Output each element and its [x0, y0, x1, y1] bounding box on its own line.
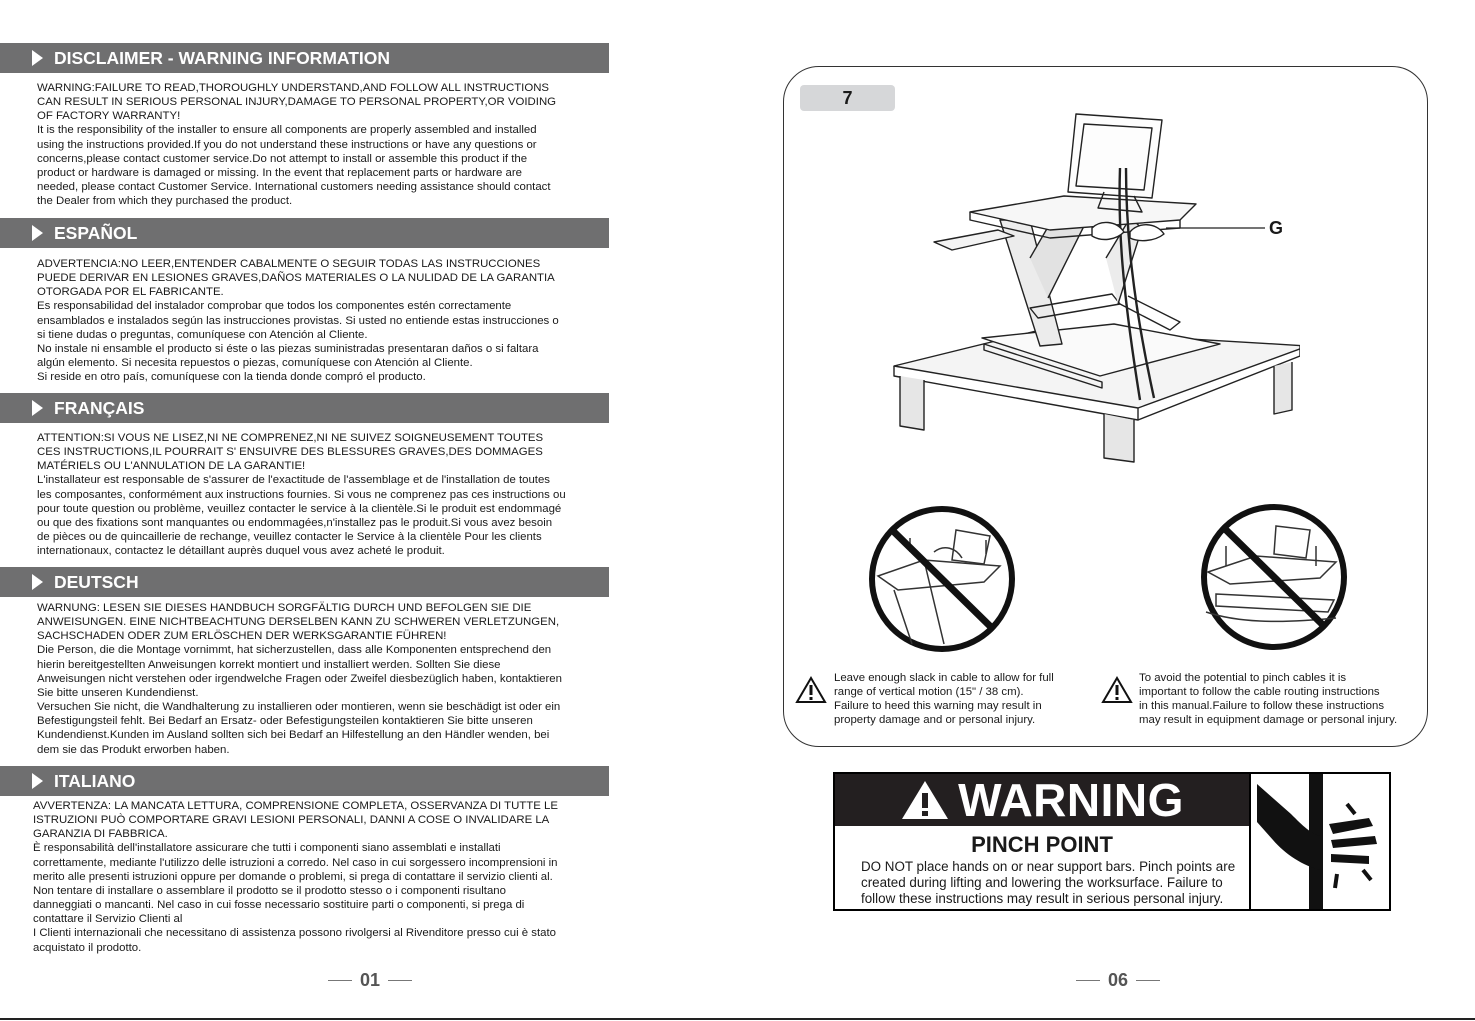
warning-triangle-icon	[795, 676, 827, 704]
text-line: È responsabilità dell'installatore assicurare che tutti i componenti siano assemblati e installati	[33, 842, 501, 855]
text-line: Si reside en otro país, comuníquese con la tienda donde compró el producto.	[37, 371, 426, 384]
text-line: To avoid the potential to pinch cables it is	[1139, 672, 1347, 684]
section-body-espanol	[37, 257, 609, 384]
text-line: pour toute question ou problème, veuillez contacter le service à la clientèle.Si le produit est endommagé	[37, 502, 562, 515]
text-line: Failure to heed this warning may result in	[834, 700, 1042, 713]
text-line: It is the responsibility of the installer to ensure all components are properly assembled and installed	[37, 124, 537, 137]
section-header-italiano	[0, 766, 609, 796]
text-line: Es responsabilidad del instalador comprobar que todos los componentes estén correctamente	[37, 300, 512, 313]
text-line: PUEDE DERIVAR EN LESIONES GRAVES,DAÑOS MATERIALES O LA NULIDAD DE LA GARANTIA	[37, 272, 555, 285]
section-title: DISCLAIMER - WARNING INFORMATION	[54, 47, 391, 68]
text-line: product or hardware is damaged or missing. In the event that replacement parts or hardware are	[37, 166, 522, 179]
text-line: needed, please contact Customer Service. International customers needing assistance should contact	[37, 181, 551, 194]
text-line: Sie bitte unseren Kundendienst.	[37, 686, 199, 699]
warning-triangle-icon	[900, 779, 950, 821]
no-pinch-cable-icon	[1196, 502, 1352, 652]
text-line: les composantes, conformément aux instructions fournies. Si vous ne comprenez pas ces instructions ou	[37, 488, 566, 501]
text-line: si tiene dudas o preguntas, comuníquese con Atención al Cliente.	[37, 328, 368, 341]
text-line: Kundendienst.Kunden im Ausland sollten sich bei Bedarf an Hilfestellung an den Händler wenden, bei	[37, 729, 550, 742]
hand-pinch-icon	[1251, 774, 1389, 909]
section-title: ITALIANO	[54, 770, 136, 791]
text-line: de pièces ou de quincaillerie de rechange, veuillez contacter le Service à la clientèle Pour les clients	[37, 531, 542, 544]
text-line: correttamente, mediante l'utilizzo delle istruzioni a corredo. Nel caso in cui sorgessero incomprensioni in	[33, 856, 558, 869]
page-number-right	[1068, 970, 1168, 991]
text-line: may result in equipment damage or personal injury.	[1139, 714, 1398, 727]
play-triangle-icon	[32, 225, 43, 241]
section-body-disclaimer	[37, 81, 609, 208]
text-line: contattare il Servizio Clienti al	[33, 913, 183, 926]
text-line: dem sie das Produkt erworben haben.	[37, 743, 230, 756]
text-line: ATTENTION:SI VOUS NE LISEZ,NI NE COMPRENEZ,NI NE SUIVEZ SOIGNEUSEMENT TOUTES	[37, 432, 544, 444]
text-line: Non tentare di installare o assemblare il prodotto se il prodotto stesso o i componenti risultano	[33, 884, 506, 897]
text-line: algún elemento. Si necesita repuestos o piezas, comuníquese con Atención al Cliente.	[37, 357, 473, 370]
text-line: follow these instructions may result in serious personal injury.	[861, 891, 1224, 906]
hand-pinch-icon-box	[1249, 774, 1391, 909]
text-line: DO NOT place hands on or near support bars. Pinch points are	[861, 859, 1236, 874]
text-line: Anweisungen nicht verstehen oder irgendwelche Fragen oder Zweifel diesbezüglich haben, kontaktieren	[37, 672, 562, 685]
section-body-francais	[37, 431, 609, 558]
warning-banner	[835, 774, 1249, 826]
pinch-point-title: PINCH POINT	[971, 832, 1113, 857]
text-line: merito alle presenti istruzioni oppure per domande o problemi, si prega di contattare il servizio clienti al.	[33, 870, 553, 883]
text-line: Die Person, die die Montage vornimmt, hat sicherzustellen, dass alle Komponenten entsprechend den	[37, 644, 552, 657]
text-line: danneggiati o mancanti. Nel caso in cui fosse necessario sostituire parti o componenti, si prega di	[33, 899, 525, 912]
text-line: internationaux, contactez le détaillant auprès duquel vous avez acheté le produit.	[37, 545, 445, 558]
section-body-deutsch	[37, 601, 609, 757]
play-triangle-icon	[32, 773, 43, 789]
text-line: WARNING:FAILURE TO READ,THOROUGHLY UNDERSTAND,AND FOLLOW ALL INSTRUCTIONS	[37, 82, 550, 94]
section-header-disclaimer	[0, 43, 609, 73]
text-line: acquistato il prodotto.	[33, 941, 142, 954]
bottom-divider	[0, 1018, 1475, 1020]
section-header-francais	[0, 393, 609, 423]
text-line: using the instructions provided.If you do not understand these instructions or have any questions or	[37, 138, 537, 151]
text-line: MATÉRIELS OU L'ANNULATION DE LA GARANTIE!	[37, 460, 306, 473]
text-line: L'installateur est responsable de s'assurer de l'exactitude de l'assemblage et de l'installation de toutes	[37, 474, 551, 487]
section-header-espanol	[0, 218, 609, 248]
text-line: in this manual.Failure to follow these instructions	[1139, 700, 1385, 713]
text-line: CAN RESULT IN SERIOUS PERSONAL INJURY,DAMAGE TO PERSONAL PROPERTY,OR VOIDING	[37, 96, 557, 109]
desk-converter-illustration	[880, 108, 1300, 468]
text-line: Versuchen Sie nicht, die Wandhalterung zu installieren oder montieren, wenn sie beschädigt ist oder ein	[37, 701, 561, 714]
pinch-point-text	[861, 859, 1241, 907]
text-line: concerns,please contact customer service.Do not attempt to install or assemble this product if the	[37, 152, 528, 165]
play-triangle-icon	[32, 50, 43, 66]
caution-note-pinch	[1139, 671, 1424, 728]
text-line: AVVERTENZA: LA MANCATA LETTURA, COMPRENSIONE COMPLETA, OSSERVANZA DI TUTTE LE	[33, 800, 558, 812]
text-line: OF FACTORY WARRANTY!	[37, 110, 181, 123]
text-line: SACHSCHADEN ODER ZUM ERLÖSCHEN DER WERKSGARANTIE FÜHREN!	[37, 630, 447, 643]
text-line: Leave enough slack in cable to allow for full	[834, 672, 1054, 684]
text-line: range of vertical motion (15" / 38 cm).	[834, 686, 1024, 699]
text-line: ANWEISUNGEN. EINE NICHTBEACHTUNG DERSELBEN KANN ZU SCHWEREN VERLETZUNGEN,	[37, 616, 560, 629]
step-number-badge: 7	[800, 85, 895, 111]
play-triangle-icon	[32, 574, 43, 590]
text-line: ISTRUZIONI PUÒ COMPORTARE GRAVI LESIONI PERSONALI, DANNI A COSE O INVALIDARE LA	[33, 814, 550, 827]
text-line: I Clienti internazionali che necessitano di assistenza possono rivolgersi al Rivenditore presso cui è stato	[33, 927, 556, 940]
warning-triangle-icon	[1101, 676, 1133, 704]
text-line: GARANZIA DI FABBRICA.	[33, 828, 168, 841]
text-line: Befestigungsteil fehlt. Bei Bedarf an Ersatz- oder Befestigungsteilen kontaktieren Sie bitte unseren	[37, 715, 533, 728]
section-title: DEUTSCH	[54, 571, 139, 592]
section-title: FRANÇAIS	[54, 397, 145, 418]
play-triangle-icon	[32, 400, 43, 416]
text-line: OTORGADA POR EL FABRICANTE.	[37, 286, 224, 299]
text-line: property damage and or personal injury.	[834, 714, 1036, 727]
text-line: No instale ni ensamble el producto si éste o las piezas suministradas presentaran daños o si faltara	[37, 342, 539, 355]
page-number-text: 01	[360, 970, 381, 990]
text-line: ADVERTENCIA:NO LEER,ENTENDER CABALMENTE O SEGUIR TODAS LAS INSTRUCCIONES	[37, 258, 541, 270]
callout-label-g: G	[1269, 218, 1284, 238]
text-line: the Dealer from which they purchased the product.	[37, 195, 293, 208]
text-line: ou que des fixations sont manquantes ou endommagées,n'installez pas le produit.Si vous avez besoin	[37, 516, 553, 529]
text-line: ensamblados e instalados según las instrucciones provistas. Si usted no entiende estas instrucciones o	[37, 314, 559, 327]
warning-heading: WARNING	[958, 774, 1184, 826]
no-pull-cable-icon	[864, 504, 1020, 654]
section-title: ESPAÑOL	[54, 222, 138, 243]
text-line: hierin bereitgestellten Anweisungen korrekt montiert und installiert werden. Sollten Sie diese	[37, 658, 501, 671]
pinch-point-warning-label	[833, 772, 1391, 911]
page-number-text: 06	[1108, 970, 1129, 990]
caution-note-slack	[834, 671, 1104, 728]
page-number-left	[320, 970, 420, 991]
text-line: created during lifting and lowering the worksurface. Failure to	[861, 875, 1223, 890]
section-body-italiano	[33, 799, 605, 955]
text-line: CES INSTRUCTIONS,IL POURRAIT S' ENSUIVRE DES BLESSURES GRAVES,DES DOMMAGES	[37, 446, 543, 459]
text-line: important to follow the cable routing instructions	[1139, 686, 1380, 699]
section-header-deutsch	[0, 567, 609, 597]
text-line: WARNUNG: LESEN SIE DIESES HANDBUCH SORGFÄLTIG DURCH UND BEFOLGEN SIE DIE	[37, 602, 532, 614]
